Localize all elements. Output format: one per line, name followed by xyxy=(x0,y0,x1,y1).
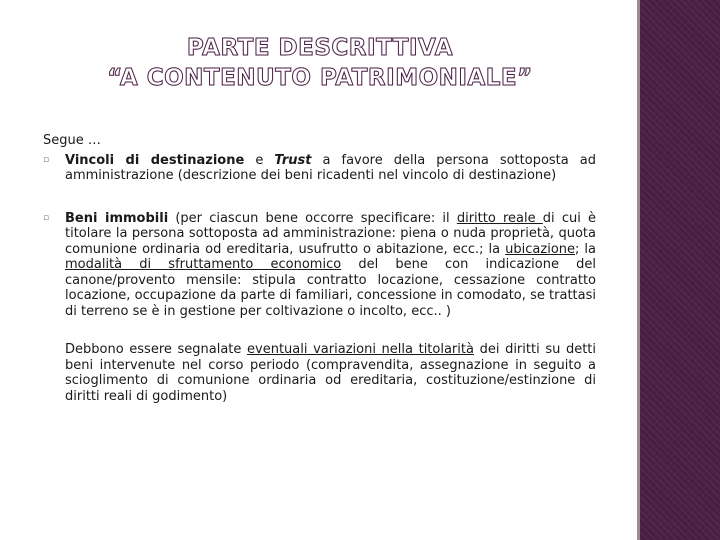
text-fragment: dei diritti su detti beni intervenute nel corso periodo (compravendita, assegnazione in seguito a scioglimento di comunione ordinaria od ereditaria, costituzione/estinzione di diritti reali di godimento) xyxy=(65,342,597,404)
slide-title-line2: “A CONTENUTO PATRIMONIALE” xyxy=(107,65,533,91)
text-fragment: di cui è titolare la persona sottoposta ad amministrazione: piena o nuda proprietà, quota comunione ordinaria od ereditaria, usufrutto o abitazione, ecc.; la xyxy=(65,210,597,257)
bullet-icon: ▫ xyxy=(43,154,50,165)
text-fragment: e xyxy=(244,152,275,168)
slide-title-line1: PARTE DESCRITTIVA xyxy=(186,35,454,61)
underlined-term: eventuali variazioni nella titolarità xyxy=(247,342,474,357)
variazioni-paragraph xyxy=(43,342,596,404)
text-fragment: (per ciascun bene occorre specificare: il xyxy=(168,210,457,226)
bullet-icon: ▫ xyxy=(43,212,50,223)
text-fragment: del bene con indicazione del canone/provento mensile: stipula contratto locazione, cessazione contratto locazione, occupazione da parte di familiari, concessione in comodato, se trattasi di terreno se è in gestione per coltivazione o incolto, ecc.. ) xyxy=(65,257,596,319)
slide-content xyxy=(43,133,596,404)
text-fragment: ; la xyxy=(575,241,597,257)
decorative-sidebar xyxy=(640,0,720,540)
text-fragment: Debbono essere segnalate xyxy=(65,342,248,357)
segue-label: Segue … xyxy=(43,133,101,148)
text-fragment: a favore della persona sottoposta ad amministrazione (descrizione dei beni ricadenti nel vincolo di destinazione) xyxy=(65,152,596,183)
underlined-term: diritto reale xyxy=(456,210,543,226)
trust-term: Trust xyxy=(274,152,312,168)
bullet-item-heading: Vincoli di destinazione xyxy=(65,152,245,168)
bullet-item-vincoli xyxy=(43,153,596,184)
underlined-term: modalità di sfruttamento economico xyxy=(65,257,342,272)
bullet-item-heading: Beni immobili xyxy=(65,210,169,226)
underlined-term: ubicazione xyxy=(505,241,576,257)
bullet-item-beni-immobili xyxy=(43,211,596,320)
